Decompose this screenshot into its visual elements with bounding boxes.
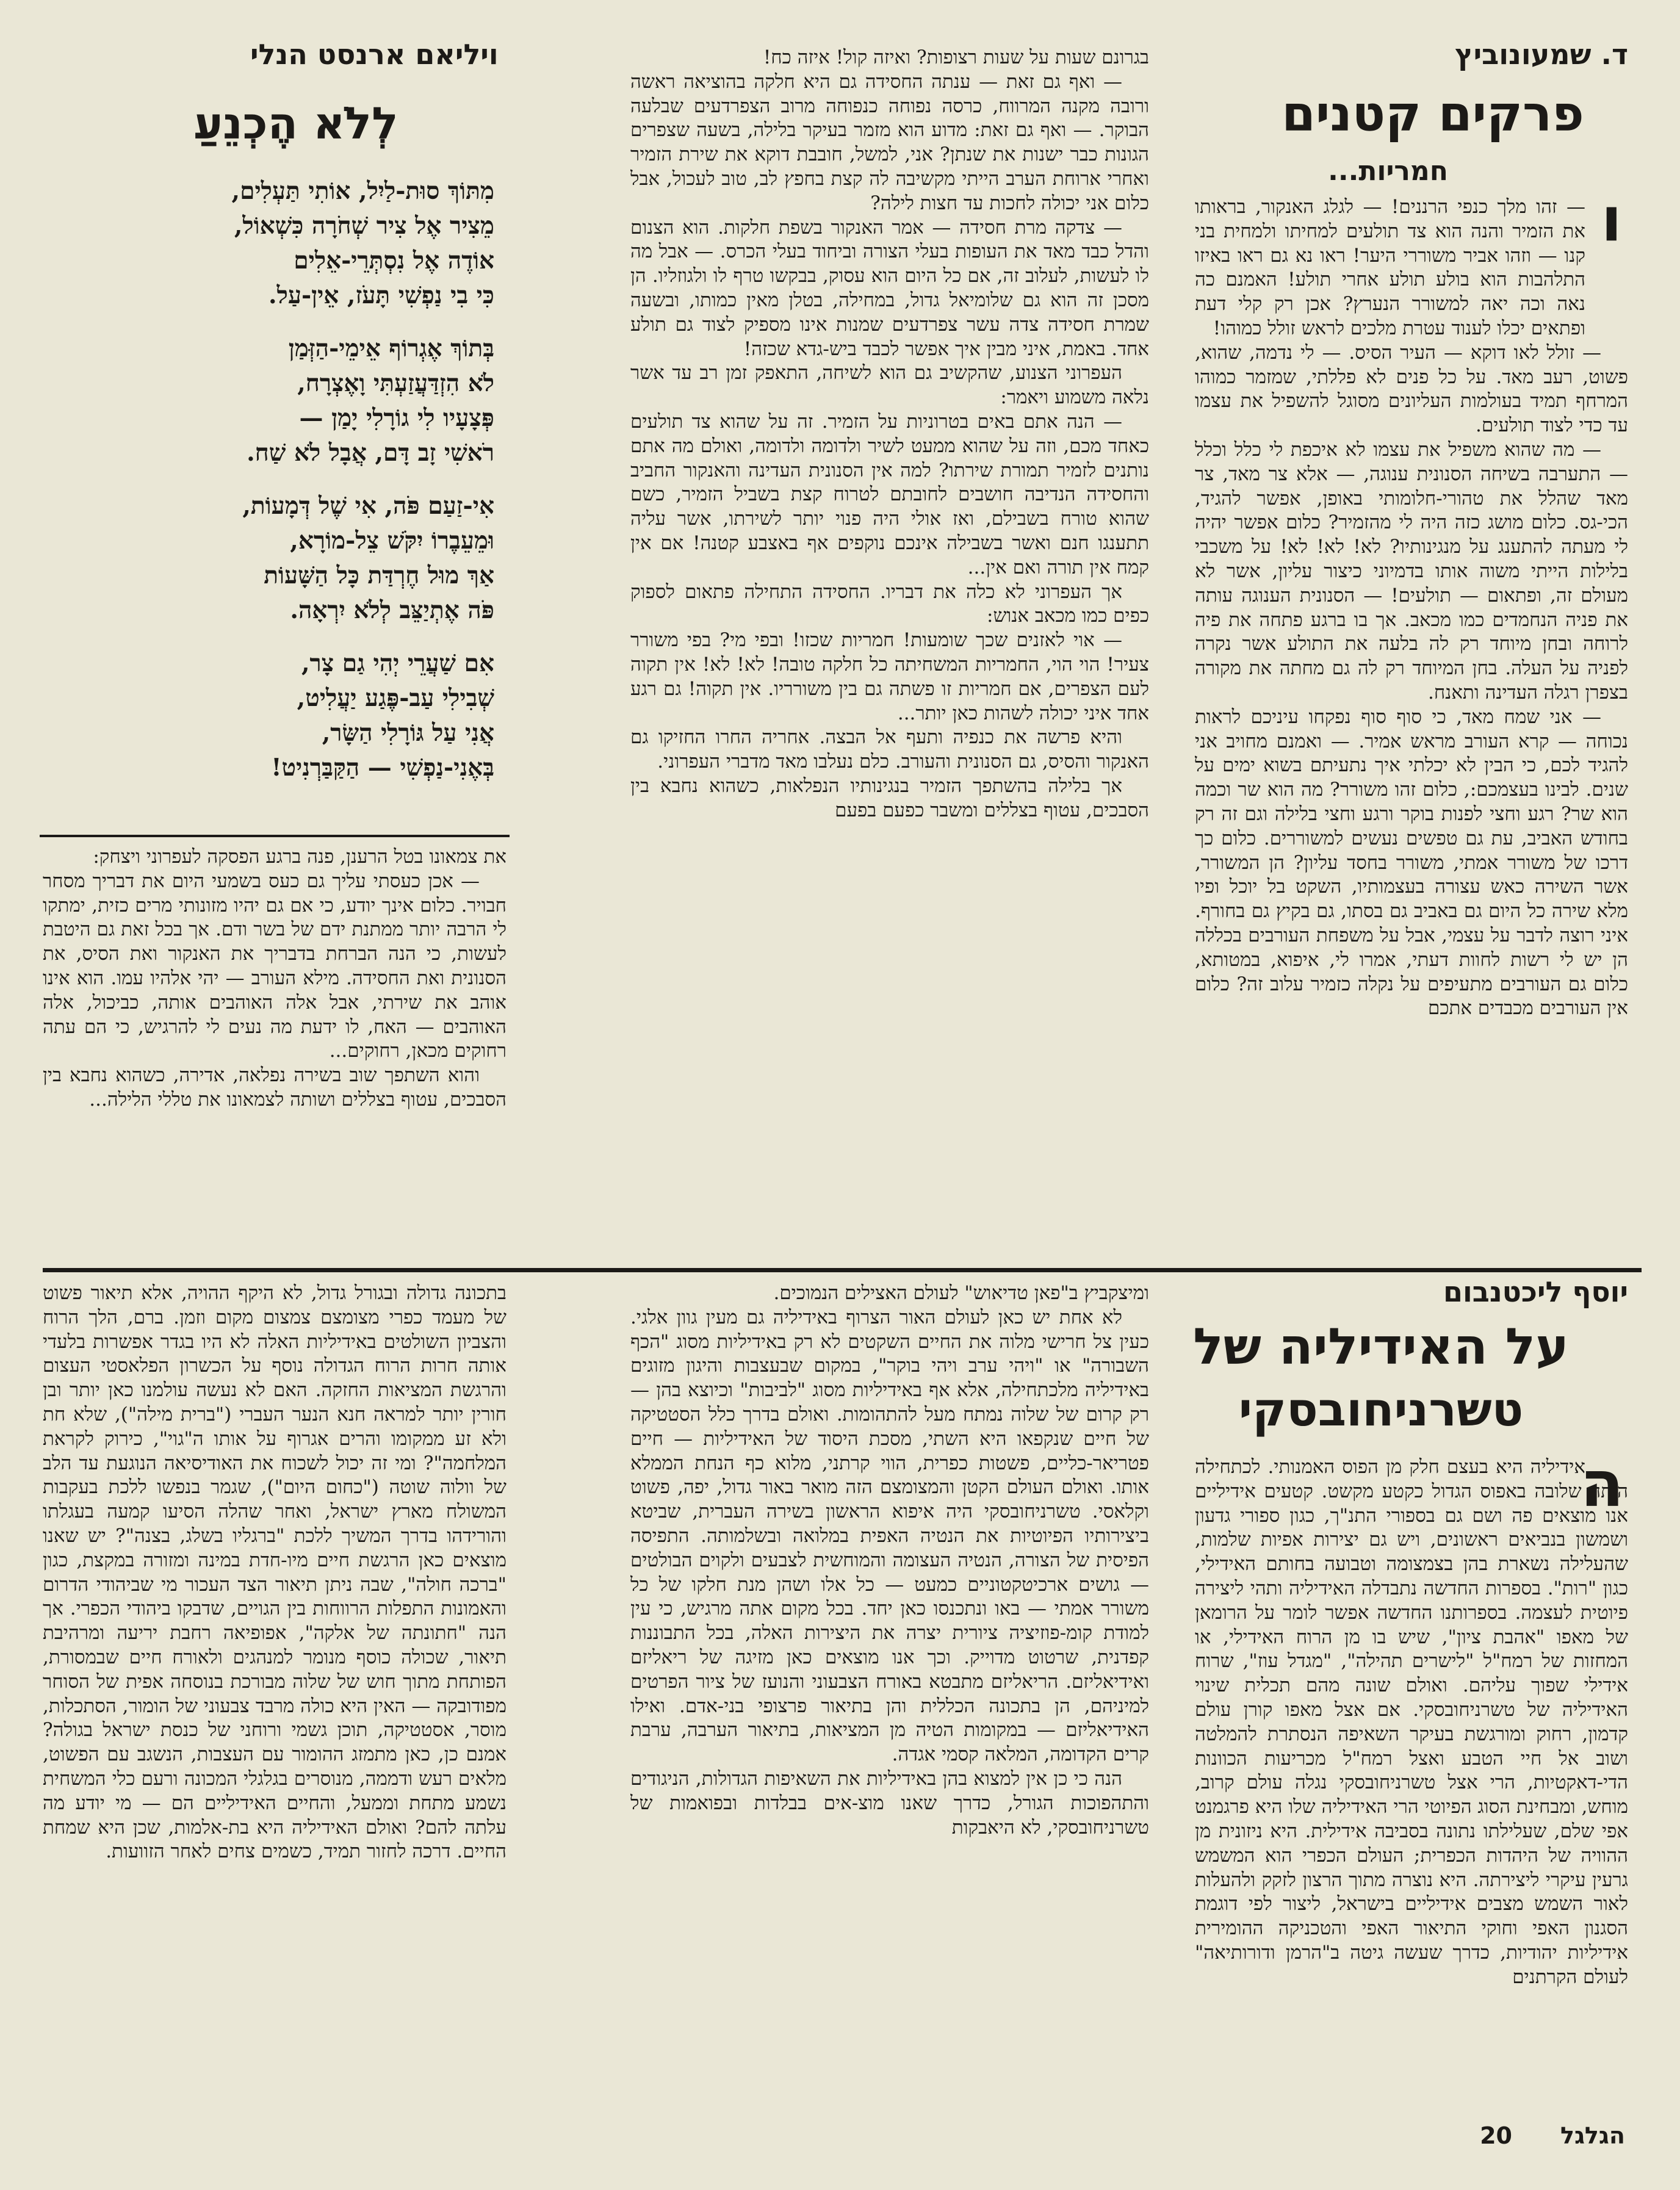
poem-line: כִּי בִי נַפְשִׁי תָּעֹז, אֵין-עַל. [269, 281, 494, 309]
article2-dropcap: ה [1580, 1447, 1624, 1521]
article2-paragraph: ומיצקביץ ב"פאן טדיאוש" לעולם האצילים הנמוכים. [773, 1282, 1149, 1304]
article1-paragraph: את צמאונו בטל הרענן, פנה ברגע הפסקה לעפרוני ויצחק: [93, 846, 507, 868]
section-divider [43, 1268, 1642, 1272]
article1-paragraph: אך בלילה בהשתפך הזמיר בנגינותיו הנפלאות, כשהוא נחבא בין הסבכים, עטוף בצללים ומשבר כפעם בפעם [630, 774, 1149, 821]
article1-column-3 [43, 845, 507, 1245]
poem-title: לְלֹא הֶכְנֵעַ [193, 98, 398, 149]
poem-stanza [153, 174, 494, 313]
article2-column-2 [630, 1281, 1149, 2160]
poem-line: מֵצִיר אֶל צִיר שְׁחֹרָה כִּשְׁאוֹל, [234, 212, 494, 240]
footer-page-number: 20 [1480, 2122, 1512, 2149]
poem-line: אִי-זַעַם פֹּה, אִי שֶׁל דְּמָעוֹת, [242, 492, 494, 520]
article2-paragraph: הנה כי כן אין למצוא בהן באידיליות את השאיפות הגדולות, הניגודים והתהפוכות הגורל, כדרך שאנו מוצ-אים בבלדות ובפואמות של טשרניחובסקי, לא היאבקות [630, 1767, 1149, 1839]
poem-divider [40, 835, 510, 837]
article1-byline: ד. שמעונוביץ [1455, 38, 1628, 71]
article1-paragraph: — צדקה מרת חסידה — אמר האנקור בשפת חלקות. הוא הצנום והדל כבד מאד את העופות בעלי הצורה וביחוד בעלי הכרס. — אבל מה לו לעשות, לעלוב זה, אם כל היום הוא עסוק, בבקשו טרף לו ולגוזליו. הן מסכן זה הוא גם שלומיאל גדול, במחילה, בטלן מאין כמותו, ובשעה שמרת חסידה צדה עשר צפרדעים שמנות אינו מספיק לצוד גם תולע אחד. באמת, איני מבין איך אפשר לכבד ביש-גדא שכזה! [630, 216, 1149, 360]
poem-line: מִתּוֹךְ סוּת-לַיִל, אוֹתִי תַּעְלִים, [231, 177, 494, 205]
article2-title-line1: על האידיליה של [1193, 1318, 1569, 1376]
poem-byline: ויליאם ארנסט הנלי [250, 38, 499, 71]
article2-column-1 [1195, 1455, 1628, 2105]
article1-paragraph: — מה שהוא משפיל את עצמו לא איכפת לי כלל וכלל — התערבה בשיחה הסנונית ענוגה, — אלא צר מאד, צר מאד שהלל את טהורי-חלומותי באופן, אפשר להגיד, הכי-גס. כלום מושג כזה היה לי מהזמיר? כלום אפשר יהיה לי מעתה להתענג על מנגינותיו? לא! לא! לא! על משכבי בלילות הייתי משוה אותו בדמיוני כיצור עליון, אשר לא מעולם זה, ופתאום — תולעים! — הסנונית הענוגה עותה את פניה הנחמדים כמו מכאב. אך בו ברגע פתחה את פיה לרוחה ובחן מיוחד רק לה בלעה את התולע אשר נקרה לפניה על העלה. בחן המיוחד רק לה גם מחתה את מקורה בצפרן רגלה העדינה ותאנח. [1195, 438, 1628, 704]
poem-stanza [153, 646, 494, 785]
poem-body [153, 174, 494, 804]
article1-paragraph: העפרוני הצנוע, שהקשיב גם הוא לשיחה, התאפק זמן רב עד אשר נלאה משמוע ויאמר: [630, 362, 1149, 409]
article1-subtitle: חמריות... [1328, 156, 1448, 187]
poem-line: לֹא הִזְדַּעֲזַעְתִּי וָאֶצְרָח, [297, 369, 494, 397]
article1-dropcap: ו [1601, 184, 1622, 255]
article1-paragraph: — אכן כעסתי עליך גם כעס בשמעי היום את דבריך מסחר חבויר. כלום אינך יודע, כי אם גם יהיו מזונותי מרים כזית, ימתקו לי הרבה יותר ממתנת ידם של בשר ודם. אך בכל זאת גם היטבת לעשות, כי הנה הברחת בדבריך את האנקור ואת הסיס, את הסנונית ואת החסידה. מילא העורב — יהי אלהיו עמו. הוא אינו אוהב את שירתי, אבל אלה האוהבים אותה, כביכול, אלה האוהבים — האח, לו ידעת מה נעים לי להרגיש, כי הם עתה רחוקים מכאן, רחוקים... [43, 870, 507, 1062]
article2-byline: יוסף ליכטנבום [1443, 1275, 1628, 1308]
article1-paragraph: אך העפרוני לא כלה את דבריו. החסידה התחילה פתאום לספוק כפים כמו מכאב אנוש: [630, 580, 1149, 627]
article1-title: פרקים קטנים [1282, 85, 1584, 142]
footer-magazine-name: הגלגל [1560, 2122, 1625, 2149]
poem-stanza [153, 331, 494, 470]
poem-line: וּמֵעֵבֶרוֹ יִקֹּשׁ צֵל-מוֹרָא, [290, 527, 494, 555]
article1-paragraph: — אוי לאזנים שכך שומעות! חמריות שכזו! ובפי מי? בפי משורר צעיר! הוי הוי, החמריות המשחיתה כל חלקה טובה! לא! לא! אין תקוה לעם הצפרים, אם חמריות זו פשתה גם בין משורריו. אין תקוה! גם רגע אחד איני יכולה לשהות כאן יותר... [630, 629, 1149, 724]
poem-line: פֹּה אֶתְיַצֵּב לְלֹא יִרְאָה. [290, 596, 494, 624]
article1-paragraph: והוא השתפך שוב בשירה נפלאה, אדירה, כשהוא נחבא בין הסבכים, עטוף בצללים ושותה לצמאונו את טללי הלילה... [43, 1064, 507, 1111]
article2-column-3 [43, 1281, 507, 2160]
poem-line: אַךְ מוּל חֶרְדַּת כָּל הַשָּׁעוֹת [264, 561, 494, 589]
article1-paragraph: בגרונם שעות על שעות רצופות? ואיזה קול! איזה כח! [763, 46, 1149, 68]
article1-paragraph: — ואף גם זאת — ענתה החסידה גם היא חלקה בהוציאה ראשה ורובה מקנה המרווח, כרסה נפוחה כנפוחה מרוב הצפרדעים שבלעה הבוקר. — ואף גם זאת: מדוע הוא מזמר בעיקר בלילה, בשעה שצפרים הגונות כבר ישנות את שנתן? אני, למשל, חובבת דוקא את שירת הזמיר ואחרי ארוחת הערב הייתי מקשיבה לה קצת בחפץ לב, טוב לעכול, אבל כלום אני יכולה לחכות עד חצות לילה? [630, 70, 1149, 214]
article1-column-1 [1195, 195, 1628, 1245]
article1-paragraph: — זולל לאו דוקא — העיר הסיס. — לי נדמה, שהוא, פשוט, רעב מאד. על כל פנים לא פללתי, שמזמר כמוהו המרחף תמיד בעולמות העליונים מסוגל להשפיל את עצמו עד כדי לצוד תולעים. [1195, 341, 1628, 437]
poem-line: בְּתוֹךְ אֶגְרוֹף אֵימֵי-הַזְּמַן [288, 334, 494, 362]
poem-line: אוֹדֶה אֶל נִסְתְּרֵי-אֵלִים [294, 247, 494, 275]
poem-line: אִם שַׁעֲרֵי יְהִי גַם צָר, [301, 649, 494, 677]
poem-line: אֲנִי עַל גּוֹרָלִי הַשָּׂר, [322, 719, 494, 747]
poem-line: פְּצָעָיו לִי גוֹרָלִי יָמַן — [299, 404, 494, 432]
article1-column-2 [630, 46, 1149, 1245]
article1-paragraph: — זהו מלך כנפי הרננים! — לגלג האנקור, בראותו את הזמיר והנה הוא צד תולעים למחיתו ולמחית בני קנו — וזהו אביר משוררי היער! ראו נא גם ראו באיזו התלהבות הוא בולע תולע אחרי תולע! האמנם כה נאה וכה יאה למשורר הנערץ? אכן רק קלי דעת ופתאים יכלו לענוד עטרת מלכים לראש זולל כמוהו! [1195, 196, 1585, 339]
poem-line: שְׁבִילִי עַב-פֶּגַע יַעֲלִיט, [297, 684, 494, 712]
article2-title-line2: טשרניחובסקי [1238, 1382, 1524, 1436]
poem-stanza [153, 489, 494, 628]
article2-paragraph: אידיליה היא בעצם חלק מן הפוס האמנותי. לכתחילה היתה שלובה באפוס הגדול כקטע מקשט. קטעים אידיליים אנו מוצאים פה ושם גם בספורי התנ"ך, כגון ספורי גדעון ושמשון בנביאים ראשונים, ויש גם יצירות אפיות שלמות, שהעלילה נשארת בהן בצמצומה וטבועה בחותם האידילי, כגון "רות". בספרות החדשה נתבדלה האידיליה ותהי ליצירה פיוטית לעצמה. בספרותנו החדשה אפשר לומר על הרומאן של מאפו "אהבת ציון", שיש בו מן הרוח האידילי, או המחזות של רמח"ל "לישרים תהילה", "מגדל עוז", שרוח אידילי שפוך עליהם. ואולם שונה מהם תכלית שינוי האידיליה של טשרניחובסקי. אם אצל מאפו קורן עולם קדמון, רחוק ומורגשת בעיקר השאיפה הנסתרת להמלטה ושוב אל חיי הטבע ואצל רמח"ל מכריעות הכוונות הדי-דאקטיות, הרי אצל טשרניחובסקי נגלה עולם קרוב, מוחש, ומבחינת הסוג הפיוטי הרי האידיליה שלו היא פרגמנט אפי שלם, שעלילתו נתונה בסביבה אידילית. היא ניזונית מן ההוויה של היהדות הכפרית; העולם הכפרי הוא המשמש גרעין עיקרי ליצירתה. היא נוצרה מתוך הרצון לזקק ולהעלות לאור השמש מצבים אידיליים בישראל, ליצור לפי דוגמת הסגנון האפי וחוקי התיאור האפי והטכניקה ההומירית אידיליות יהודיות, כדרך שעשה גיטה ב"הרמן ודורותיאה" לעולם הקרתנים [1195, 1456, 1628, 1988]
article1-paragraph: והיא פרשה את כנפיה ותעף אל הבצה. אחריה החרו החזיקו גם האנקור והסיס, גם הסנונית והעורב. כלם נעלבו מאד מדברי העפרוני. [630, 726, 1149, 773]
article1-paragraph: — אני שמח מאד, כי סוף סוף נפקחו עיניכם לראות נכוחה — קרא העורב מראש אמיר. — ואמנם מחויב אני להגיד לכם, כי הבין לא יכלתי איך נתעיתם בשוא ימים על שנים. לבינו בעצמכם:, כלום זהו משורר? מה הוא שר וכמה הוא שר? רגע וחצי לפנות בוקר ורגע וחצי בלילה וגם זה רק בחודש האביב, עת גם טפשים נעשים למשוררים. כלום כך דרכו של משורר אמתי, משורר בחסד עליון? הן המשורר, אשר השירה כאש עצורה בעצמותיו, השקט בל יוכל ופיו מלא שירה כל היום גם באביב גם בסתו, גם בקיץ גם בחורף. איני רוצה לדבר על עצמי, אבל על משפחת העורבים בכללה הן יש לי רשות לחוות דעתי, אמרו לי, איפוא, במטותא, כלום גם העורבים מתעיפים על נקלה כזמיר עלוב זה? כלום אין העורבים מכבדים אתכם [1195, 705, 1628, 1020]
article1-paragraph: — הנה אתם באים בטרוניות על הזמיר. זה על שהוא צד תולעים כאחד מכם, וזה על שהוא ממעט לשיר ולדומה ולדומה, ואולם מה אתם נותנים לזמיר תמורת שירתו? למה אין הסנונית העדינה והאנקור החביב והחסידה הנדיבה חושבים לחובתם לטרוח קצת בשביל הזמיר, כשם שהוא טורח בשבילם, ואז אולי היה פנוי יותר לשירתו, אשר עליה תתענגו חנם ואשר בשבילה אינכם נוקפים אף באצבע קטנה! אם אין קמח אין תורה ואם אין... [630, 410, 1149, 578]
poem-line: בְּאֶנִי-נַפְשִׁי — הַקַּבַּרְנִיט! [271, 754, 494, 782]
article2-paragraph: לא אחת יש כאן לעולם האור הצרוף באידיליה גם מעין גוון אלגי. כעין צל חרישי מלוה את החיים השקטים לא רק באידיליות מסוג "הכף השבורה" או "ויהי ערב ויהי בוקר", במקום שבעצבות והיגון מזוגים באידיליה מלכתחילה, אלא אף באידיליות מסוג "לביבות" וכיוצא בהן — רק קרום של שלוה נמתח מעל להתהומות. ואולם בדרך כלל הסטטיקה של חיים שנקפאו היא השתי, מסכת היסוד של האידיליות — חיים פטריאר-כליים, פשטות כפרית, הווי קרתני, מלוא כף הנחת הממלא אותו. ואולם העולם הקטן והמצומצם הזה מואר באור גדול, יפה, פשוט וקלאסי. טשרניחובסקי היה איפוא הראשון בשירה העברית, שביטא ביצירותיו הפיוטיות את הנטיה האפית במלואה ובשלמותה. התפיסה הפיסית של הצורה, הנטיה העצומה והמוחשית לצבעים ולקוים הבולטים — גושים ארכיטקטוניים כמעט — כל אלו ושהן מנת חלקו של כל משורר אמתי — באו ונתכנסו כאן יחד. בכל מקום אתה מרגיש, כי עין למודת קומ-פוזיציה ציורית יצרה את היצירות האלה, בכל התבוננות קפדנית, שרטוט מדוייק. וכך אנו מוצאים כאן מזיגה של ריאליזם ואידיאליזם. הריאליזם מתבטא באורח הצבעוני והנועז של ציור הפרטים למיניהם, הן בתכונה הכללית והן בתיאור פרצופי בני-אדם. ואילו האידיאליזם — במקומות הטיה מן המציאות, בתיאור הערבה, ערבת קרים הקדומה, המלאה קסמי אגדה. [630, 1306, 1149, 1766]
article2-paragraph: בתכונה גדולה ובגורל גדול, לא היקף ההויה, אלא תיאור פשוט של מעמד כפרי מצומצם צמצום מקום וזמן. ברם, הלך הרוח והצביון השולטים באידיליות האלה לא היו בגדר אפשרות בלעדי אותה חרות הרוח הגדולה נוסף על הכשרון הפלאסטי העצום והרגשת המציאות החזקה. האם לא נעשה עולמנו כאן יותר ובן חורין יותר למראה חנא הנער העברי ("ברית מילה"), שלא חת ולא זע ממקומו והרים אגרוף על אותו ה"גוי", כירוק לקראת המלחמה"? ומי זה יכול לשכוח את האודיסיאה הנוגעת עד הלב של וולוה שוטה ("כחום היום"), שגמר בנפשו ללכת בעקבות המשולח מארץ ישראל, ואחר שהלה הסיעו קמעה בעגלתו והורידהו בדרך המשיך ללכת "ברגליו בשלג, בצנה"? יש שאנו מוצאים כאן הרגשת חיים מיו-חדת במינה ומזורה במקצת, כגון "ברכה חולה", שבה ניתן תיאור הצד העכור מי שביהודי הדרום והאמונות התפלות הרווחות בין הגויים, שדבקו ביהודי הכפרי. אך הנה "חתונתה של אלקה", אפופיאה רחבת יריעה ומרהיבת תיאור, שכולה כוסף מנומר למנהגים ולאורח חיים שבמסורת, הפותחת מתוך חוש של שלוה מבורכת בנוסחה אפית של הסוחר מפודובקה — האין היא כולה מרבד צבעוני של הומור, הסתכלות, מוסר, אסטטיקה, תוכן גשמי ורוחני של כנסת ישראל בגולה? אמנם כן, כאן מתמזג ההומור עם העצבות, הנשגב עם הפשוט, מלאים רעש ודממה, מנוסרים בגלגלי המכונה ורעם כלי המשחית נשמע מתחת וממעל, והחיים האידיליים הם — מי יודע מה עלתה להם? ואולם האידיליה היא בת-אלמות, שכן היא שמחת החיים. דרכה לחזור תמיד, כשמים צחים לאחר הזוועות. [43, 1282, 507, 1863]
poem-line: רֹאשִׁי זָב דָּם, אֲבָל לֹא שַׁח. [247, 439, 494, 467]
